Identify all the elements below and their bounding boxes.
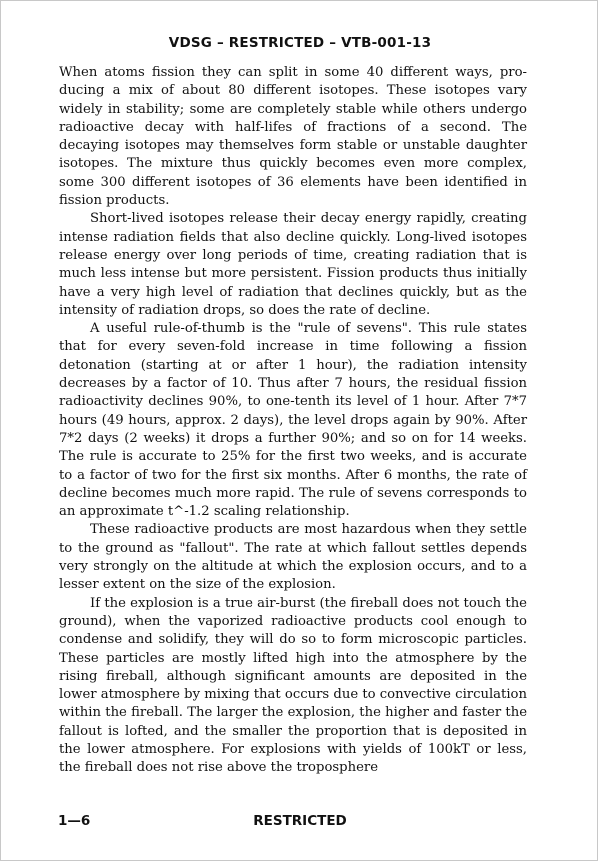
paragraph-rule-of-sevens: A useful rule-of-thumb is the "rule of sevens". This rule states that for every seven-fold increase in time following a fission detonation (starting at or after 1 hour), the radiation intensity decreases by a factor of 10. Thus after 7 hours, the residual fission radioactivity declines 90%, to one-tenth its level of 1 hour. After 7*7 hours (49 hours, approx. 2 days), the level drops again by 90%. After 7*2 days (2 weeks) it drops a further 90%; and so on for 14 weeks. The rule is accurate to 25% for the first two weeks, and is accurate to a factor of two for the first six months. After 6 months, the rate of decline becomes much more rapid. The rule of sevens corresponds to an approximate t^-1.2 scaling relationship.	[59, 321, 527, 520]
paragraph-fallout: These radioactive products are most hazardous when they settle to the ground as "fallout". The rate at which fallout settles depends very strongly on the altitude at which the explosion occurs, and to a lesser extent on the size of the explosion.	[59, 522, 527, 593]
paragraph-short-lived-isotopes: Short-lived isotopes release their decay energy rapidly, creating intense radiation fields that also decline quickly. Long-lived isotopes release energy over long periods of time, creating radiation that is much less intense but more persistent. Fission products thus initially have a very high level of radiation that declines quickly, but as the intensity of radiation drops, so does the rate of decline.	[59, 211, 527, 318]
page-header: VDSG – RESTRICTED – VTB-001-13	[168, 35, 432, 51]
paragraph-fission-isotopes: When atoms fission they can split in some 40 different ways, producing a mix of about 80 different isotopes. These isotopes vary widely in stability; some are completely stable while others undergo radioactive decay with half-lifes of fractions of a second. The decaying isotopes may themselves form stable or unstable daughter isotopes. The mixture thus quickly becomes even more complex, some 300 different isotopes of 36 elements have been identified in fission products.	[59, 65, 527, 209]
page-number: 1—6	[58, 813, 91, 829]
footer-classification-marking: RESTRICTED	[253, 813, 347, 829]
body-text	[59, 64, 527, 778]
paragraph-air-burst: If the explosion is a true air-burst (the fireball does not touch the ground), when the vaporized radioactive products cool enough to condense and solidify, they will do so to form microscopic particles. These particles are mostly lifted high into the atmosphere by the rising fireball, although significant amounts are deposited in the lower atmosphere by mixing that occurs due to convective circulation within the fireball. The larger the explosion, the higher and faster the fallout is lofted, and the smaller the proportion that is deposited in the lower atmosphere. For explosions with yields of 100kT or less, the fireball does not rise above the troposphere	[59, 595, 527, 776]
